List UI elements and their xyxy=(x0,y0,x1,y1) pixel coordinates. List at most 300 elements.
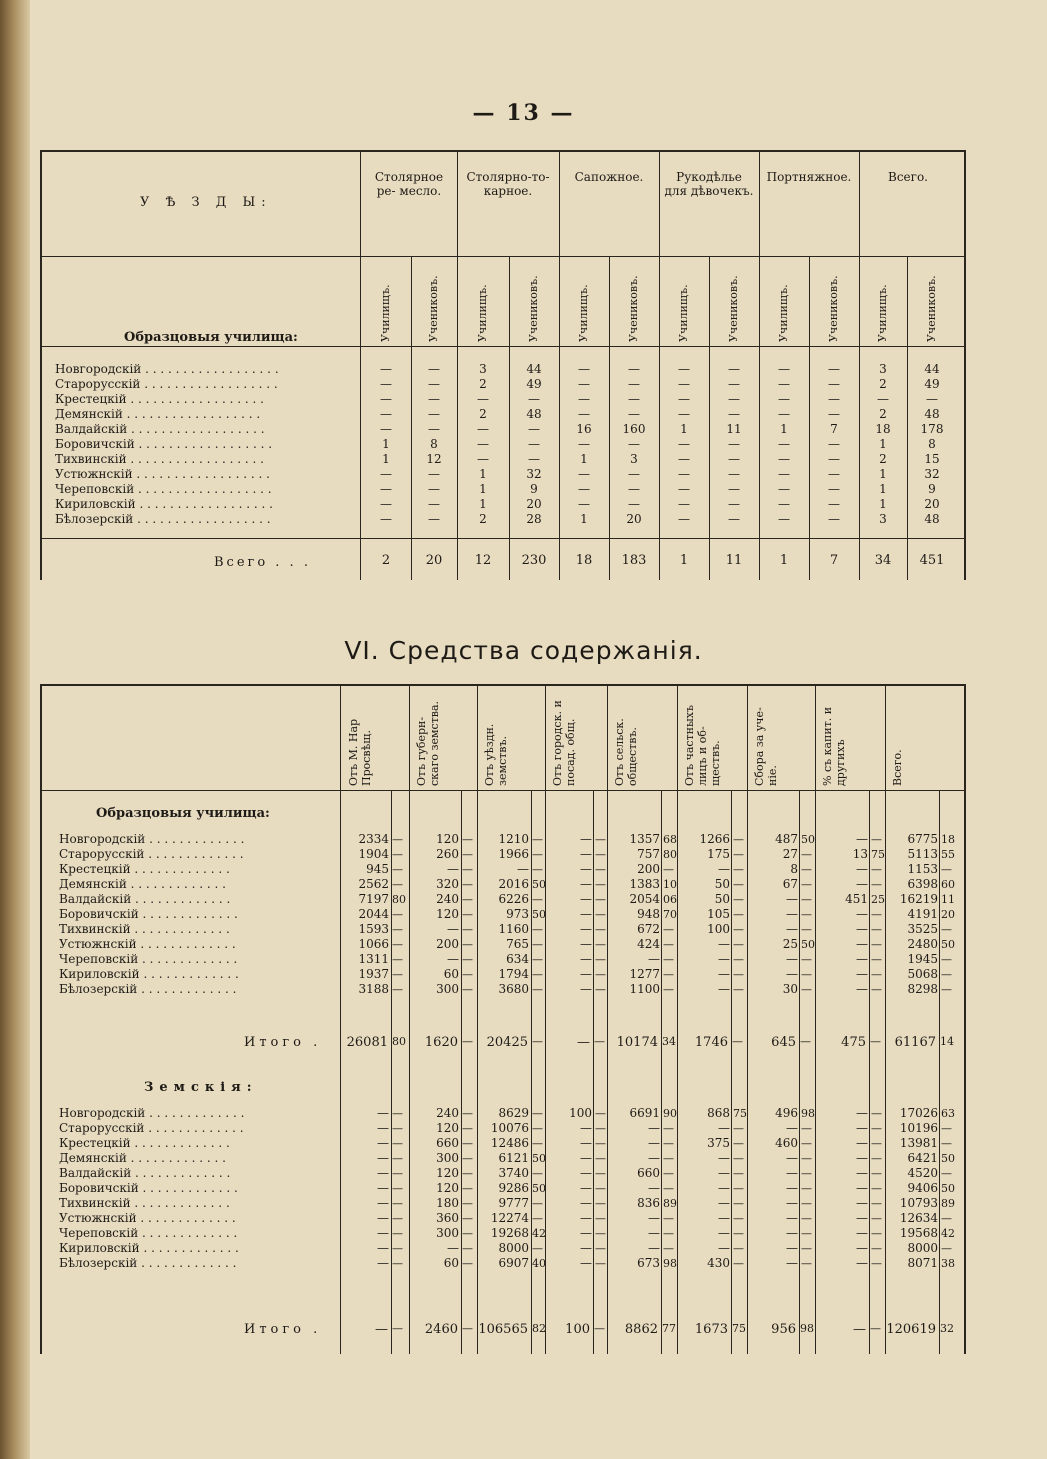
table-row xyxy=(54,452,957,467)
table-cell: — xyxy=(392,953,403,966)
table1-total-cell: 1 xyxy=(779,553,789,568)
table2-total-cell: 34 xyxy=(662,1035,676,1048)
table-cell: — xyxy=(447,922,459,936)
table-cell: 868 xyxy=(707,1106,730,1120)
table-cell: — xyxy=(856,1256,868,1270)
table-cell: 55 xyxy=(941,848,955,861)
table2-total2-label: Итого . xyxy=(244,1322,322,1337)
table-cell: — xyxy=(871,1152,882,1165)
table-cell: — xyxy=(828,362,840,376)
table2-total-cell: 1673 xyxy=(694,1322,728,1337)
table-cell: 25 xyxy=(871,893,885,906)
table1-group-header: Столярно-то- карное. xyxy=(466,170,550,198)
table-cell: — xyxy=(462,1257,473,1270)
table-cell: 6398 xyxy=(907,877,938,891)
table-cell: — xyxy=(595,938,606,951)
table-cell: — xyxy=(926,392,938,406)
table-cell: — xyxy=(678,377,690,391)
table-cell: — xyxy=(663,1242,674,1255)
table-cell: — xyxy=(778,407,790,421)
table-cell: 1945 xyxy=(907,952,938,966)
table-cell: — xyxy=(663,983,674,996)
table1-group-header: Столярное ре- месло. xyxy=(374,170,444,198)
table-cell: — xyxy=(786,1226,798,1240)
table-cell: — xyxy=(392,983,403,996)
table2-total-cell: 106565 xyxy=(478,1322,528,1337)
table-cell: — xyxy=(663,923,674,936)
table-row xyxy=(58,1121,955,1136)
table-cell: — xyxy=(462,1212,473,1225)
table-cell: 3 xyxy=(479,362,487,376)
table2-total-cell: — xyxy=(462,1322,473,1335)
table-cell: — xyxy=(628,407,640,421)
table-cell: 1 xyxy=(879,467,887,481)
district-name: Устюжнскій . . . . . . . . . . . . . xyxy=(59,937,236,951)
table-cell: — xyxy=(377,1181,389,1195)
table2-total-cell: — xyxy=(800,1035,811,1048)
table-cell: — xyxy=(663,1137,674,1150)
table1-total-cell: 183 xyxy=(621,553,647,568)
table2-total-cell: 14 xyxy=(940,1035,954,1048)
table-row xyxy=(58,1106,955,1121)
table-cell: — xyxy=(828,407,840,421)
table-cell: 12274 xyxy=(490,1211,529,1225)
table-cell: — xyxy=(428,377,440,391)
table-cell: — xyxy=(733,908,744,921)
table-cell: — xyxy=(678,512,690,526)
table-cell: 200 xyxy=(637,862,660,876)
table-cell: 38 xyxy=(941,1257,955,1270)
table-cell: — xyxy=(377,1196,389,1210)
table-cell: 1 xyxy=(879,497,887,511)
table-cell: — xyxy=(380,362,392,376)
district-name: Старорусскій . . . . . . . . . . . . . xyxy=(59,847,244,861)
table-cell: — xyxy=(733,938,744,951)
table-cell: 11 xyxy=(941,893,955,906)
table-cell: — xyxy=(678,497,690,511)
table-cell: 120 xyxy=(436,1166,459,1180)
table-cell: — xyxy=(778,392,790,406)
table-cell: — xyxy=(941,953,952,966)
table-cell: 2044 xyxy=(358,907,389,921)
table-cell: 240 xyxy=(436,892,459,906)
table-cell: — xyxy=(856,1151,868,1165)
table-cell: — xyxy=(462,1107,473,1120)
table-cell: — xyxy=(718,982,730,996)
table-row xyxy=(58,1226,955,1241)
table-cell: — xyxy=(663,863,674,876)
table-cell: — xyxy=(628,482,640,496)
table-cell: 300 xyxy=(436,1151,459,1165)
table-cell: — xyxy=(462,1122,473,1135)
table-cell: — xyxy=(532,923,543,936)
table-cell: — xyxy=(580,937,592,951)
table-cell: — xyxy=(801,1242,812,1255)
table2-total-cell: 75 xyxy=(732,1322,746,1335)
table-cell: 15 xyxy=(924,452,940,466)
table-cell: 1 xyxy=(580,512,588,526)
table-cell: 48 xyxy=(924,512,940,526)
table-cell: — xyxy=(380,377,392,391)
table-cell: — xyxy=(377,1121,389,1135)
table-cell: — xyxy=(595,1257,606,1270)
table-cell: — xyxy=(532,1212,543,1225)
table1-sub-header: Учениковъ. xyxy=(527,275,540,342)
table-row xyxy=(54,467,957,482)
table-cell: 948 xyxy=(637,907,660,921)
table-cell: — xyxy=(648,1211,660,1225)
table-cell: 48 xyxy=(526,407,542,421)
table-cell: — xyxy=(856,1106,868,1120)
table-cell: — xyxy=(447,1241,459,1255)
table-cell: 1 xyxy=(382,452,390,466)
table-cell: — xyxy=(595,863,606,876)
table-cell: 2016 xyxy=(498,877,529,891)
table-cell: — xyxy=(595,833,606,846)
table-cell: — xyxy=(663,1182,674,1195)
table-cell: — xyxy=(462,833,473,846)
table-cell: 2 xyxy=(479,407,487,421)
table1-sub-header: Училищъ. xyxy=(476,284,489,342)
table-cell: — xyxy=(663,1167,674,1180)
table-cell: 3740 xyxy=(498,1166,529,1180)
table-row xyxy=(58,892,955,907)
table-cell: 9286 xyxy=(498,1181,529,1195)
table-cell: 1 xyxy=(680,422,688,436)
table-cell: — xyxy=(728,482,740,496)
table-cell: 634 xyxy=(506,952,529,966)
table-cell: — xyxy=(856,1136,868,1150)
table-row xyxy=(58,937,955,952)
table-cell: 1966 xyxy=(498,847,529,861)
table-cell: 120 xyxy=(436,1121,459,1135)
table-cell: 10196 xyxy=(899,1121,938,1135)
table-cell: 90 xyxy=(663,1107,677,1120)
district-name: Боровичскій . . . . . . . . . . . . . xyxy=(59,1181,238,1195)
table-cell: — xyxy=(580,1136,592,1150)
table-row xyxy=(58,922,955,937)
table-row xyxy=(54,512,957,527)
table-cell: 3 xyxy=(630,452,638,466)
table-cell: — xyxy=(728,467,740,481)
table1-group-header: Портняжное. xyxy=(766,170,852,184)
table-cell: 12486 xyxy=(490,1136,529,1150)
table-cell: — xyxy=(941,1242,952,1255)
table-cell: — xyxy=(678,437,690,451)
table-cell: 50 xyxy=(714,877,730,891)
table-cell: 1160 xyxy=(498,922,529,936)
table-cell: — xyxy=(578,497,590,511)
table1-total-cell: 1 xyxy=(679,553,689,568)
table-row xyxy=(54,422,957,437)
table1-total-cell: 20 xyxy=(425,553,443,568)
table-cell: 2334 xyxy=(358,832,389,846)
table-cell: — xyxy=(580,1151,592,1165)
table-cell: — xyxy=(728,452,740,466)
table-cell: 757 xyxy=(637,847,660,861)
table-cell: — xyxy=(578,392,590,406)
table-cell: 6775 xyxy=(907,832,938,846)
table2-header: Отъ городск. и посад. общ. xyxy=(551,700,577,786)
table1-sub-header: Училищъ. xyxy=(379,284,392,342)
table-cell: — xyxy=(856,952,868,966)
table-cell: — xyxy=(778,512,790,526)
district-name: Новгородскій . . . . . . . . . . . . . xyxy=(59,1106,245,1120)
table-cell: — xyxy=(786,1256,798,1270)
table-cell: — xyxy=(871,983,882,996)
table-cell: — xyxy=(447,862,459,876)
table-cell: 60 xyxy=(443,1256,459,1270)
table-cell: — xyxy=(801,863,812,876)
table-cell: 16219 xyxy=(899,892,938,906)
table-cell: 89 xyxy=(941,1197,955,1210)
table-cell: — xyxy=(733,893,744,906)
table2-header: Отъ М. Нар Просвѣщ. xyxy=(347,718,373,786)
table-cell: — xyxy=(871,1227,882,1240)
district-name: Устюжнскій . . . . . . . . . . . . . xyxy=(59,1211,236,1225)
table-cell: — xyxy=(628,377,640,391)
table-cell: — xyxy=(786,892,798,906)
table-cell: — xyxy=(580,1121,592,1135)
table-cell: 100 xyxy=(569,1106,592,1120)
table-cell: 765 xyxy=(506,937,529,951)
table2-total-cell: 8862 xyxy=(624,1322,658,1337)
table-cell: — xyxy=(528,452,540,466)
table-cell: — xyxy=(428,362,440,376)
table-cell: — xyxy=(786,1211,798,1225)
table-cell: — xyxy=(532,968,543,981)
table-cell: — xyxy=(728,392,740,406)
table-cell: 16 xyxy=(576,422,592,436)
table-cell: 8071 xyxy=(907,1256,938,1270)
table2-total-cell: 10174 xyxy=(616,1035,658,1050)
table-cell: — xyxy=(786,907,798,921)
table-cell: 120 xyxy=(436,907,459,921)
table-cell: — xyxy=(733,1182,744,1195)
table-cell: — xyxy=(733,848,744,861)
table-cell: — xyxy=(595,893,606,906)
table-cell: — xyxy=(728,407,740,421)
table-cell: 9 xyxy=(530,482,538,496)
table-cell: 6226 xyxy=(498,892,529,906)
table-cell: — xyxy=(377,1241,389,1255)
table-cell: — xyxy=(392,878,403,891)
table-cell: 300 xyxy=(436,982,459,996)
table-cell: 1937 xyxy=(358,967,389,981)
table-cell: — xyxy=(392,1152,403,1165)
table-cell: — xyxy=(580,967,592,981)
table2-total-cell: 26081 xyxy=(346,1035,388,1050)
table-cell: — xyxy=(595,1182,606,1195)
table-cell: 8 xyxy=(790,862,798,876)
table2-body-zemstvo xyxy=(58,1106,955,1271)
table-cell: — xyxy=(578,437,590,451)
table-cell: 9777 xyxy=(498,1196,529,1210)
table-cell: — xyxy=(856,922,868,936)
table-cell: — xyxy=(801,923,812,936)
table-row xyxy=(54,407,957,422)
table-cell: — xyxy=(392,1167,403,1180)
table-cell: — xyxy=(733,953,744,966)
table-cell: — xyxy=(678,362,690,376)
table-cell: 30 xyxy=(782,982,798,996)
table1-total-cell: 12 xyxy=(474,553,492,568)
table-cell: — xyxy=(580,982,592,996)
table-cell: — xyxy=(871,1197,882,1210)
table-cell: — xyxy=(380,407,392,421)
district-name: Крестецкій . . . . . . . . . . . . . . . . . . xyxy=(55,392,264,406)
table-cell: — xyxy=(392,848,403,861)
table-cell: — xyxy=(578,362,590,376)
table-cell: 32 xyxy=(526,467,542,481)
table-cell: — xyxy=(828,512,840,526)
table-cell: — xyxy=(828,437,840,451)
table-cell: — xyxy=(462,908,473,921)
table-cell: — xyxy=(380,392,392,406)
table-cell: 75 xyxy=(871,848,885,861)
table-cell: — xyxy=(801,1182,812,1195)
table-cell: 3525 xyxy=(907,922,938,936)
table-cell: — xyxy=(871,833,882,846)
table-cell: 10 xyxy=(663,878,677,891)
table-cell: — xyxy=(628,362,640,376)
table-cell: — xyxy=(532,1107,543,1120)
table-row xyxy=(58,982,955,997)
table-cell: — xyxy=(786,1121,798,1135)
table-cell: — xyxy=(392,1182,403,1195)
table-cell: — xyxy=(941,1212,952,1225)
table-cell: — xyxy=(580,1241,592,1255)
table-cell: — xyxy=(733,1257,744,1270)
table-cell: — xyxy=(786,967,798,981)
district-name: Демянскій . . . . . . . . . . . . . xyxy=(59,877,226,891)
table-cell: 20 xyxy=(924,497,940,511)
table-cell: 2054 xyxy=(629,892,660,906)
table-cell: — xyxy=(595,1242,606,1255)
table-cell: 42 xyxy=(941,1227,955,1240)
table-cell: — xyxy=(595,953,606,966)
table-cell: — xyxy=(718,1181,730,1195)
table-cell: — xyxy=(392,1107,403,1120)
table1-group-header: Сапожное. xyxy=(574,170,644,184)
table-cell: — xyxy=(941,1137,952,1150)
table-cell: 50 xyxy=(532,1182,546,1195)
table-cell: — xyxy=(718,1226,730,1240)
table-cell: 178 xyxy=(920,422,944,436)
table-cell: — xyxy=(733,1212,744,1225)
table-cell: — xyxy=(718,1211,730,1225)
table2-total-cell: 120619 xyxy=(886,1322,936,1337)
table-cell: — xyxy=(532,1167,543,1180)
table-cell: 260 xyxy=(436,847,459,861)
table-cell: 672 xyxy=(637,922,660,936)
table-cell: — xyxy=(595,1152,606,1165)
table-cell: — xyxy=(528,422,540,436)
district-name: Старорусскій . . . . . . . . . . . . . xyxy=(59,1121,244,1135)
table-cell: — xyxy=(595,983,606,996)
table-cell: 100 xyxy=(707,922,730,936)
table-cell: — xyxy=(801,1137,812,1150)
table-row xyxy=(58,832,955,847)
table-cell: 180 xyxy=(436,1196,459,1210)
section-title: VI. Средства содержанія. xyxy=(344,636,703,665)
table-cell: — xyxy=(428,497,440,511)
table-row xyxy=(58,1181,955,1196)
table-cell: — xyxy=(532,953,543,966)
district-name: Череповскій . . . . . . . . . . . . . . . . . . xyxy=(55,482,272,496)
table2-total-cell: — xyxy=(594,1322,605,1335)
table-cell: — xyxy=(718,952,730,966)
table-cell: 60 xyxy=(941,878,955,891)
table-cell: 7197 xyxy=(358,892,389,906)
table1-total-cell: 2 xyxy=(381,553,391,568)
table-cell: — xyxy=(648,1121,660,1135)
table-cell: 6691 xyxy=(629,1106,660,1120)
table-cell: 120 xyxy=(436,1181,459,1195)
table1-total-cell: 7 xyxy=(829,553,839,568)
table-cell: — xyxy=(580,907,592,921)
table-cell: 836 xyxy=(637,1196,660,1210)
table-cell: — xyxy=(580,1211,592,1225)
table-cell: 49 xyxy=(924,377,940,391)
table-cell: — xyxy=(941,923,952,936)
table-cell: — xyxy=(728,362,740,376)
table-cell: — xyxy=(733,1227,744,1240)
table-cell: — xyxy=(871,1122,882,1135)
table2-header: Всего. xyxy=(891,749,904,786)
table-cell: — xyxy=(462,983,473,996)
table-cell: — xyxy=(856,1196,868,1210)
table-cell: 80 xyxy=(392,893,406,906)
district-name: Кириловскій . . . . . . . . . . . . . . . . . . xyxy=(55,497,273,511)
table-cell: — xyxy=(392,908,403,921)
table-cell: 320 xyxy=(436,877,459,891)
district-name: Старорусскій . . . . . . . . . . . . . . . . . . xyxy=(55,377,278,391)
table-cell: — xyxy=(462,1152,473,1165)
table-cell: — xyxy=(733,833,744,846)
table-cell: — xyxy=(801,1167,812,1180)
table-cell: — xyxy=(428,422,440,436)
table-cell: 1100 xyxy=(629,982,660,996)
table-cell: — xyxy=(718,1196,730,1210)
table-cell: 1 xyxy=(780,422,788,436)
table-cell: 200 xyxy=(436,937,459,951)
table2-total-cell: 98 xyxy=(800,1322,814,1335)
table-cell: — xyxy=(392,1212,403,1225)
table-cell: 1 xyxy=(382,437,390,451)
table-cell: — xyxy=(462,863,473,876)
table-cell: 1383 xyxy=(629,877,660,891)
table-cell: — xyxy=(786,952,798,966)
table-cell: 19268 xyxy=(490,1226,529,1240)
table-cell: 13981 xyxy=(899,1136,938,1150)
table-cell: 1066 xyxy=(358,937,389,951)
table-cell: — xyxy=(733,968,744,981)
table-cell: — xyxy=(392,1137,403,1150)
table-cell: 1 xyxy=(479,497,487,511)
table-cell: — xyxy=(871,1107,882,1120)
table-cell: — xyxy=(941,968,952,981)
table1-sub-header: Училищъ. xyxy=(876,284,889,342)
table-cell: 40 xyxy=(532,1257,546,1270)
table2-header: Отъ губерн- скаго земства. xyxy=(415,700,441,786)
table1-total-cell: 451 xyxy=(919,553,945,568)
table-cell: 1153 xyxy=(907,862,938,876)
table-cell: — xyxy=(778,437,790,451)
table-cell: — xyxy=(595,1197,606,1210)
table-cell: 1904 xyxy=(358,847,389,861)
table-cell: — xyxy=(718,1121,730,1135)
